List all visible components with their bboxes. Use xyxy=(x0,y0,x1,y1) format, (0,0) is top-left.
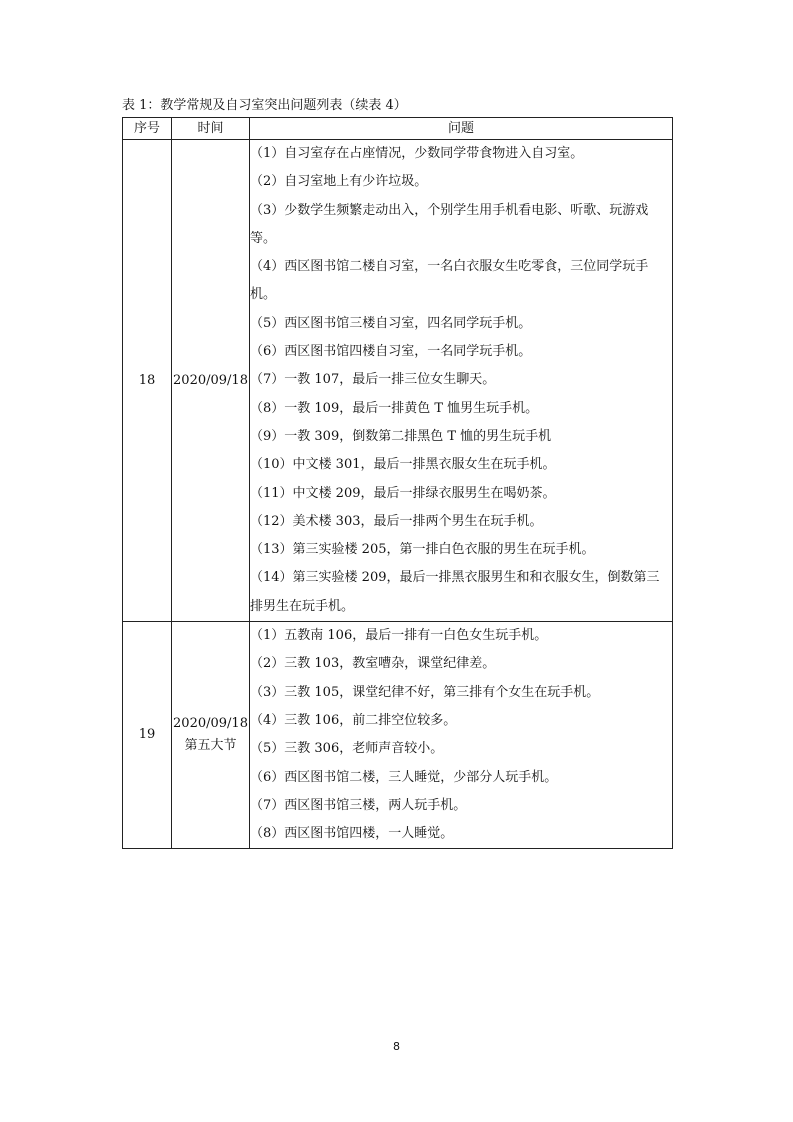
page-number: 8 xyxy=(393,1040,400,1053)
issue-item: （10）中文楼 301，最后一排黑衣服女生在玩手机。 xyxy=(250,457,556,473)
issue-item: （5）三教 306，老师声音较小。 xyxy=(250,741,444,757)
table-header-row xyxy=(123,118,673,140)
issue-item: （13）第三实验楼 205，第一排白色衣服的男生在玩手机。 xyxy=(250,542,595,558)
issue-item: （2）自习室地上有少许垃圾。 xyxy=(250,174,428,190)
issue-item: （9）一教 309，倒数第二排黑色 T 恤的男生玩手机 xyxy=(250,428,552,444)
issue-item: （3）少数学生频繁走动出入，个别学生用手机看电影、听歌、玩游戏等。 xyxy=(250,202,649,246)
issue-item: （2）三教 103，教室嘈杂，课堂纪律差。 xyxy=(250,656,496,672)
issue-item: （1）五教南 106，最后一排有一白色女生玩手机。 xyxy=(250,628,548,644)
issue-item: （4）三教 106，前二排空位较多。 xyxy=(250,712,457,728)
issue-item: （3）三教 105，课堂纪律不好，第三排有个女生在玩手机。 xyxy=(250,684,600,700)
row-time-date: 2020/09/18 xyxy=(173,372,248,388)
issue-item: （11）中文楼 209，最后一排绿衣服男生在喝奶茶。 xyxy=(250,485,556,501)
row-index: 18 xyxy=(123,140,172,622)
issue-item: （8）一教 109，最后一排黄色 T 恤男生玩手机。 xyxy=(250,400,539,416)
table-row xyxy=(123,140,673,622)
issue-item: （8）西区图书馆四楼，一人睡觉。 xyxy=(250,826,454,842)
row-index: 19 xyxy=(123,622,172,849)
table-row xyxy=(123,622,673,849)
header-time: 时间 xyxy=(172,118,250,140)
row-time xyxy=(172,140,250,622)
issues-table xyxy=(122,117,673,849)
issue-item: （6）西区图书馆四楼自习室，一名同学玩手机。 xyxy=(250,344,532,360)
row-time-date: 2020/09/18 xyxy=(173,716,248,732)
issue-item: （5）西区图书馆三楼自习室，四名同学玩手机。 xyxy=(250,315,532,331)
issue-item: （12）美术楼 303，最后一排两个男生在玩手机。 xyxy=(250,513,543,529)
issue-item: （4）西区图书馆二楼自习室，一名白衣服女生吃零食，三位同学玩手机。 xyxy=(250,259,649,303)
issue-item: （6）西区图书馆二楼，三人睡觉，少部分人玩手机。 xyxy=(250,769,558,785)
header-issues: 问题 xyxy=(250,118,673,140)
table-caption: 表 1：教学常规及自习室突出问题列表（续表 4） xyxy=(122,98,407,113)
row-time-session: 第五大节 xyxy=(184,738,237,754)
header-index: 序号 xyxy=(123,118,172,140)
issue-item: （14）第三实验楼 209，最后一排黑衣服男生和和衣服女生，倒数第三排男生在玩手机。 xyxy=(250,570,660,614)
issue-item: （1）自习室存在占座情况，少数同学带食物进入自习室。 xyxy=(250,146,584,161)
issue-item: （7）西区图书馆三楼，两人玩手机。 xyxy=(250,797,467,813)
row-time xyxy=(172,622,250,849)
issue-item: （7）一教 107，最后一排三位女生聊天。 xyxy=(250,372,496,388)
row-issues xyxy=(250,140,673,622)
row-issues xyxy=(250,622,673,849)
